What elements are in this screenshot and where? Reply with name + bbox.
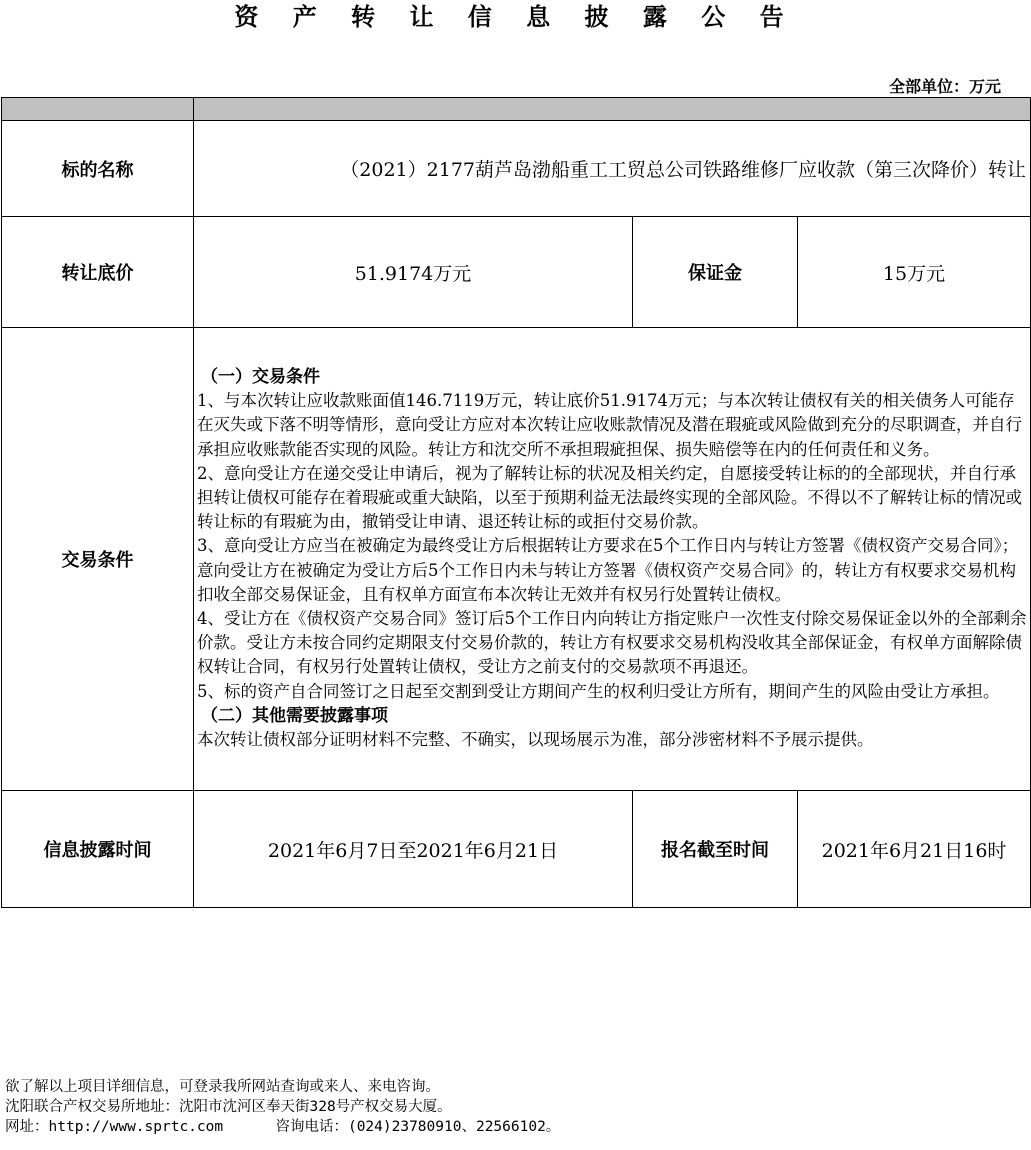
deadline-label: 报名截至时间 [633, 791, 798, 908]
footer [5, 1077, 560, 1137]
header-cell-left [2, 98, 194, 121]
disclosure-time-value: 2021年6月7日至2021年6月21日 [194, 791, 633, 908]
conditions-label: 交易条件 [2, 328, 194, 791]
unit-label: 全部单位：万元 [888, 77, 1001, 96]
subject-value: （2021）2177葫芦岛渤船重工工贸总公司铁路维修厂应收款（第三次降价）转让 [194, 121, 1031, 217]
header-cell-right [194, 98, 1031, 121]
price-value: 51.9174万元 [194, 217, 633, 328]
section2-title: （二）其他需要披露事项 [201, 705, 388, 726]
section2-text: 本次转让债权部分证明材料不完整、不确实，以现场展示为准，部分涉密材料不予展示提供。 [197, 730, 874, 750]
footer-line-info: 欲了解以上项目详细信息，可登录我所网站查询或来人、来电咨询。 [5, 1079, 440, 1095]
deposit-value: 15万元 [798, 217, 1031, 328]
footer-line-contact: 网址：http://www.sprtc.com 咨询电话：(024)23780910、22566102。 [5, 1119, 561, 1135]
deposit-label: 保证金 [633, 217, 798, 328]
condition-item: 5、标的资产自合同签订之日起至交割到受让方期间产生的权利归受让方所有，期间产生的风险由受让方承担。 [197, 681, 1000, 701]
price-row [2, 217, 1031, 328]
disclosure-table [1, 97, 1031, 908]
price-label: 转让底价 [2, 217, 194, 328]
deadline-value: 2021年6月21日16时 [798, 791, 1031, 908]
page-title: 资 产 转 让 信 息 披 露 公 告 [234, 2, 797, 31]
disclosure-time-label: 信息披露时间 [2, 791, 194, 908]
conditions-row [2, 328, 1031, 791]
subject-label: 标的名称 [2, 121, 194, 217]
subject-row [2, 121, 1031, 217]
section1-title: （一）交易条件 [201, 367, 320, 387]
condition-item: 2、意向受让方在递交受让申请后，视为了解转让标的状况及相关约定，自愿接受转让标的的全部现状，并自行承担转让债权可能存在着瑕疵或重大缺陷，以至于预期利益无法最终实现的全部风险。不得以不了解转让标的情况或转让标的有瑕疵为由，撤销受让申请、退还转让标的或拒付交易价款。 [197, 463, 1022, 532]
condition-item: 4、受让方在《债权资产交易合同》签订后5个工作日内向转让方指定账户一次性支付除交易保证金以外的全部剩余价款。受让方未按合同约定期限支付交易价款的，转让方有权要求交易机构没收其全部保证金，有权单方面解除债权转让合同，有权另行处置转让债权，受让方之前支付的交易款项不再退还。 [197, 609, 1027, 677]
condition-item: 1、与本次转让应收款账面值146.7119万元，转让底价51.9174万元；与本次转让债权有关的相关债务人可能存在灭失或下落不明等情形，意向受让方应对本次转让应收账款情况及潜在瑕疵或风险做到充分的尽职调查，并自行承担应收账款能否实现的风险。转让方和沈交所不承担瑕疵担保、损失赔偿等在内的任何责任和义务。 [197, 391, 1022, 459]
header-row [2, 98, 1031, 121]
condition-item: 3、意向受让方应当在被确定为最终受让方后根据转让方要求在5个工作日内与转让方签署《债权资产交易合同》；意向受让方在被确定为受让方后5个工作日内未与转让方签署《债权资产交易合同》的，转让方有权要求交易机构扣收全部交易保证金，且有权单方面宣布本次转让无效并有权另行处置转让债权。 [197, 536, 1019, 604]
conditions-content [194, 328, 1031, 791]
footer-line-address: 沈阳联合产权交易所地址：沈阳市沈河区奉天街328号产权交易大厦。 [5, 1099, 452, 1115]
dates-row [2, 791, 1031, 908]
